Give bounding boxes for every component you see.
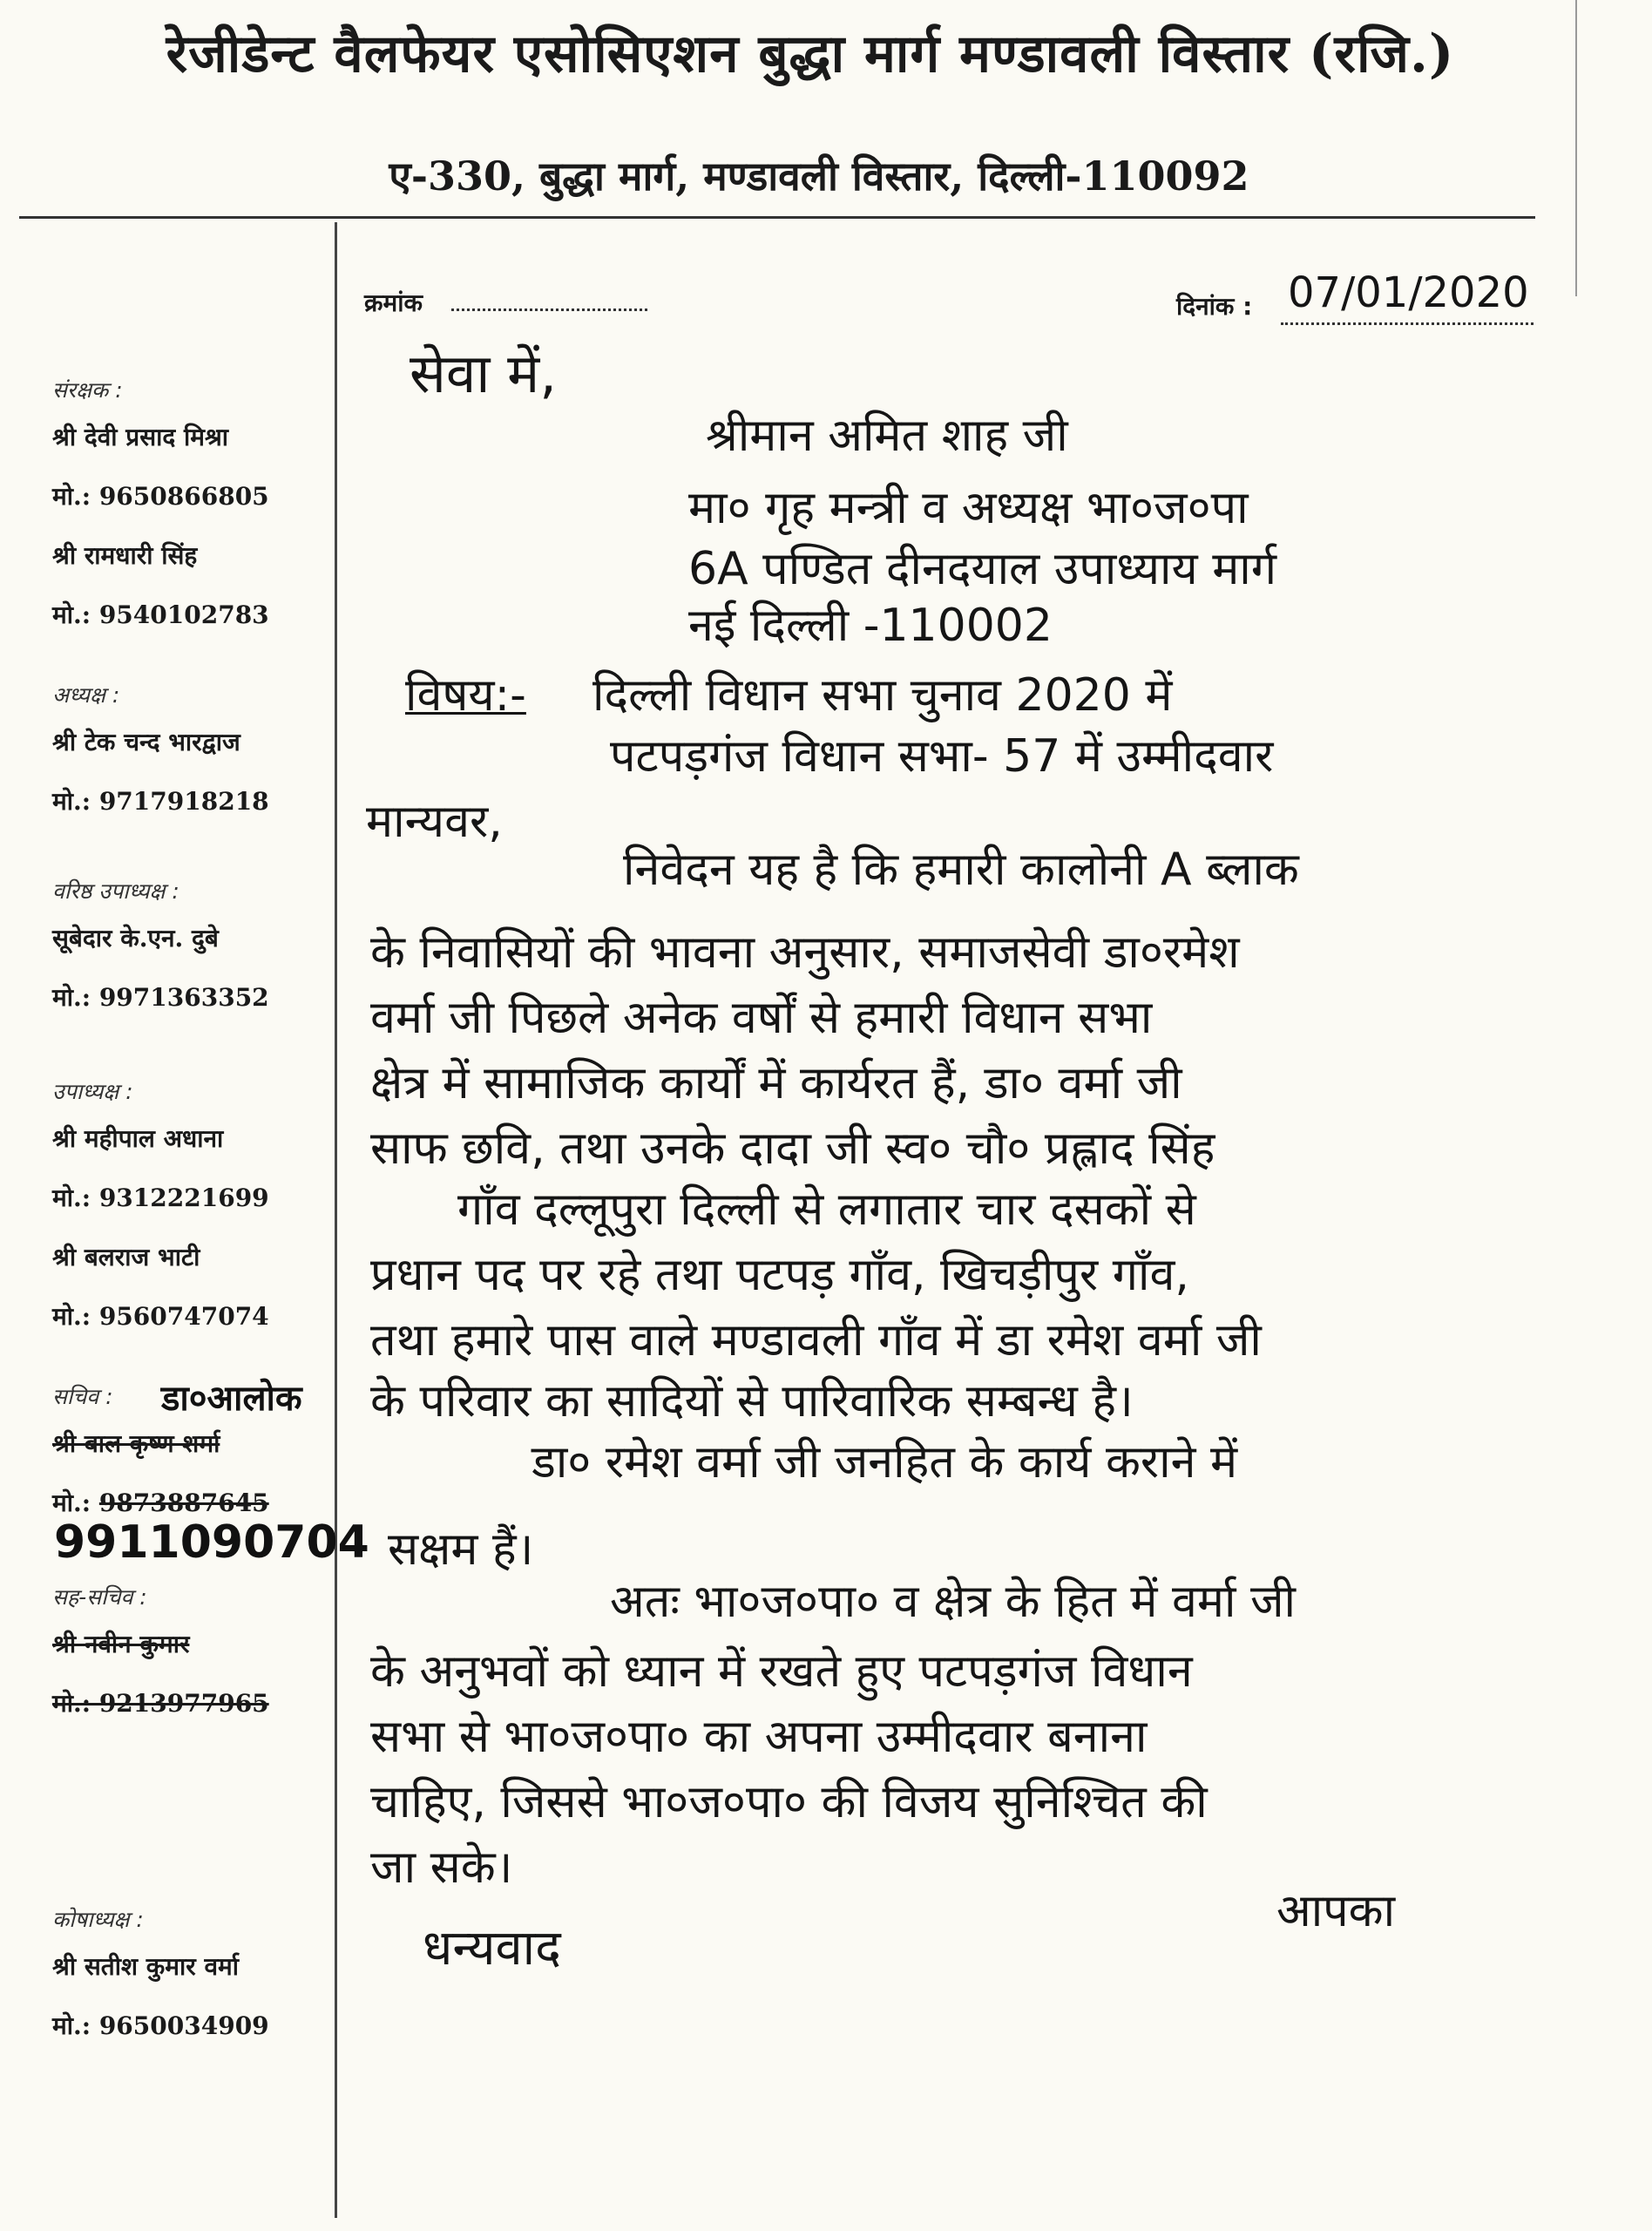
phone-struck: 9873887645 xyxy=(98,1488,269,1517)
body-line: के परिवार का सादियों से पारिवारिक सम्बन्ध है। xyxy=(370,1375,1134,1427)
body-line: सक्षम हैं। xyxy=(388,1523,534,1576)
role-label: वरिष्ठ उपाध्यक्ष : xyxy=(52,878,179,904)
recipient-line: मा० गृह मन्त्री व अध्यक्ष भा०ज०पा xyxy=(688,482,1249,534)
ref-label: क्रमांक xyxy=(364,288,423,317)
body-line: गाँव दल्लूपुरा दिल्ली से लगातार चार दसकों से xyxy=(457,1183,1196,1236)
page-edge-line xyxy=(1575,0,1577,296)
date-label: दिनांक : xyxy=(1176,292,1253,321)
president-group xyxy=(52,680,331,844)
recipient-line: नई दिल्ली -110002 xyxy=(688,600,1053,652)
senior-vp-group xyxy=(52,876,331,1040)
member-name-struck: श्री नवीन कुमार xyxy=(52,1630,190,1658)
member-phone: मो.: 9650034909 xyxy=(52,2011,269,2040)
member-name: श्री महीपाल अधाना xyxy=(52,1124,224,1153)
role-label: संरक्षक : xyxy=(52,377,123,403)
org-address: ए-330, बुद्धा मार्ग, मण्डावली विस्तार, दिल्ली-110092 xyxy=(389,153,1249,200)
member-phone: मो.: 9560747074 xyxy=(52,1302,269,1331)
member-phone: मो.: 9873887645 xyxy=(52,1488,269,1517)
body-line: क्षेत्र में सामाजिक कार्यों में कार्यरत हैं, डा० वर्मा जी xyxy=(370,1057,1182,1109)
salutation: सेवा में, xyxy=(410,342,557,405)
member-phone: मो.: 9312221699 xyxy=(52,1183,269,1212)
member-phone-struck: मो.: 9213977965 xyxy=(52,1689,269,1718)
member-name: श्री देवी प्रसाद मिश्रा xyxy=(52,423,229,451)
vp-group xyxy=(52,1076,331,1359)
org-name: रेजीडेन्ट वैलफेयर एसोसिएशन बुद्धा मार्ग मण्डावली विस्तार (रजि.) xyxy=(166,24,1455,85)
joint-secretary-group xyxy=(52,1582,331,1746)
member-phone: मो.: 9540102783 xyxy=(52,600,269,629)
member-name: सूबेदार के.एन. दुबे xyxy=(52,924,219,953)
recipient-line: 6A पण्डित दीनदयाल उपाध्याय मार्ग xyxy=(688,543,1277,595)
member-phone: मो.: 9971363352 xyxy=(52,983,269,1012)
member-name: श्री टेक चन्द भारद्वाज xyxy=(52,728,240,756)
role-label: सचिव : xyxy=(52,1384,113,1409)
body-line: के अनुभवों को ध्यान में रखते हुए पटपड़गंज विधान xyxy=(370,1645,1193,1698)
handwritten-secretary-phone: 9911090704 xyxy=(54,1516,369,1569)
subject-label: विषय:- xyxy=(405,669,526,722)
body-line: वर्मा जी पिछले अनेक वर्षों से हमारी विधान सभा xyxy=(370,992,1153,1044)
treasurer-group xyxy=(52,1904,331,2068)
patron-group xyxy=(52,375,331,657)
body-line: प्रधान पद पर रहे तथा पटपड़ गाँव, खिचड़ीपुर गाँव, xyxy=(370,1249,1189,1301)
closing-thanks: धन्यवाद xyxy=(423,1920,561,1977)
member-phone: मो.: 9717918218 xyxy=(52,787,269,816)
sign-off: आपका xyxy=(1276,1885,1396,1937)
member-name: श्री रामधारी सिंह xyxy=(52,541,198,570)
recipient-line: श्रीमान अमित शाह जी xyxy=(706,410,1068,462)
body-line: डा० रमेश वर्मा जी जनहित के कार्य कराने में xyxy=(531,1436,1238,1488)
body-line: तथा हमारे पास वाले मण्डावली गाँव में डा रमेश वर्मा जी xyxy=(370,1314,1262,1366)
handwritten-secretary-name: डा०आलोक xyxy=(161,1379,302,1419)
member-name-struck: श्री बाल कृष्ण शर्मा xyxy=(52,1429,220,1458)
body-line: चाहिए, जिससे भा०ज०पा० की विजय सुनिश्चित की xyxy=(370,1776,1208,1828)
date-dots xyxy=(1281,321,1534,325)
member-name: श्री बलराज भाटी xyxy=(52,1243,200,1271)
member-name: श्री सतीश कुमार वर्मा xyxy=(52,1952,240,1981)
role-label: उपाध्यक्ष : xyxy=(52,1079,133,1104)
body-line: सभा से भा०ज०पा० का अपना उम्मीदवार बनाना xyxy=(370,1711,1148,1763)
subject-line: पटपड़गंज विधान सभा- 57 में उम्मीदवार xyxy=(610,730,1274,783)
sidebar-divider xyxy=(335,222,337,2218)
body-line: के निवासियों की भावना अनुसार, समाजसेवी डा०रमेश xyxy=(370,926,1240,979)
body-line: जा सके। xyxy=(370,1841,513,1894)
date-value: 07/01/2020 xyxy=(1288,268,1529,317)
role-label: अध्यक्ष : xyxy=(52,682,120,708)
ref-dots xyxy=(451,307,647,311)
header-divider xyxy=(19,216,1535,219)
member-phone: मो.: 9650866805 xyxy=(52,482,269,511)
greeting: मान्यवर, xyxy=(366,796,503,848)
role-label: कोषाध्यक्ष : xyxy=(52,1907,144,1932)
body-line: निवेदन यह है कि हमारी कालोनी A ब्लाक xyxy=(623,844,1299,896)
subject-line: दिल्ली विधान सभा चुनाव 2020 में xyxy=(592,669,1173,722)
body-line: साफ छवि, तथा उनके दादा जी स्व० चौ० प्रह्लाद सिंह xyxy=(370,1122,1215,1175)
role-label: सह-सचिव : xyxy=(52,1584,147,1610)
body-line: अतः भा०ज०पा० व क्षेत्र के हित में वर्मा जी xyxy=(610,1576,1297,1628)
